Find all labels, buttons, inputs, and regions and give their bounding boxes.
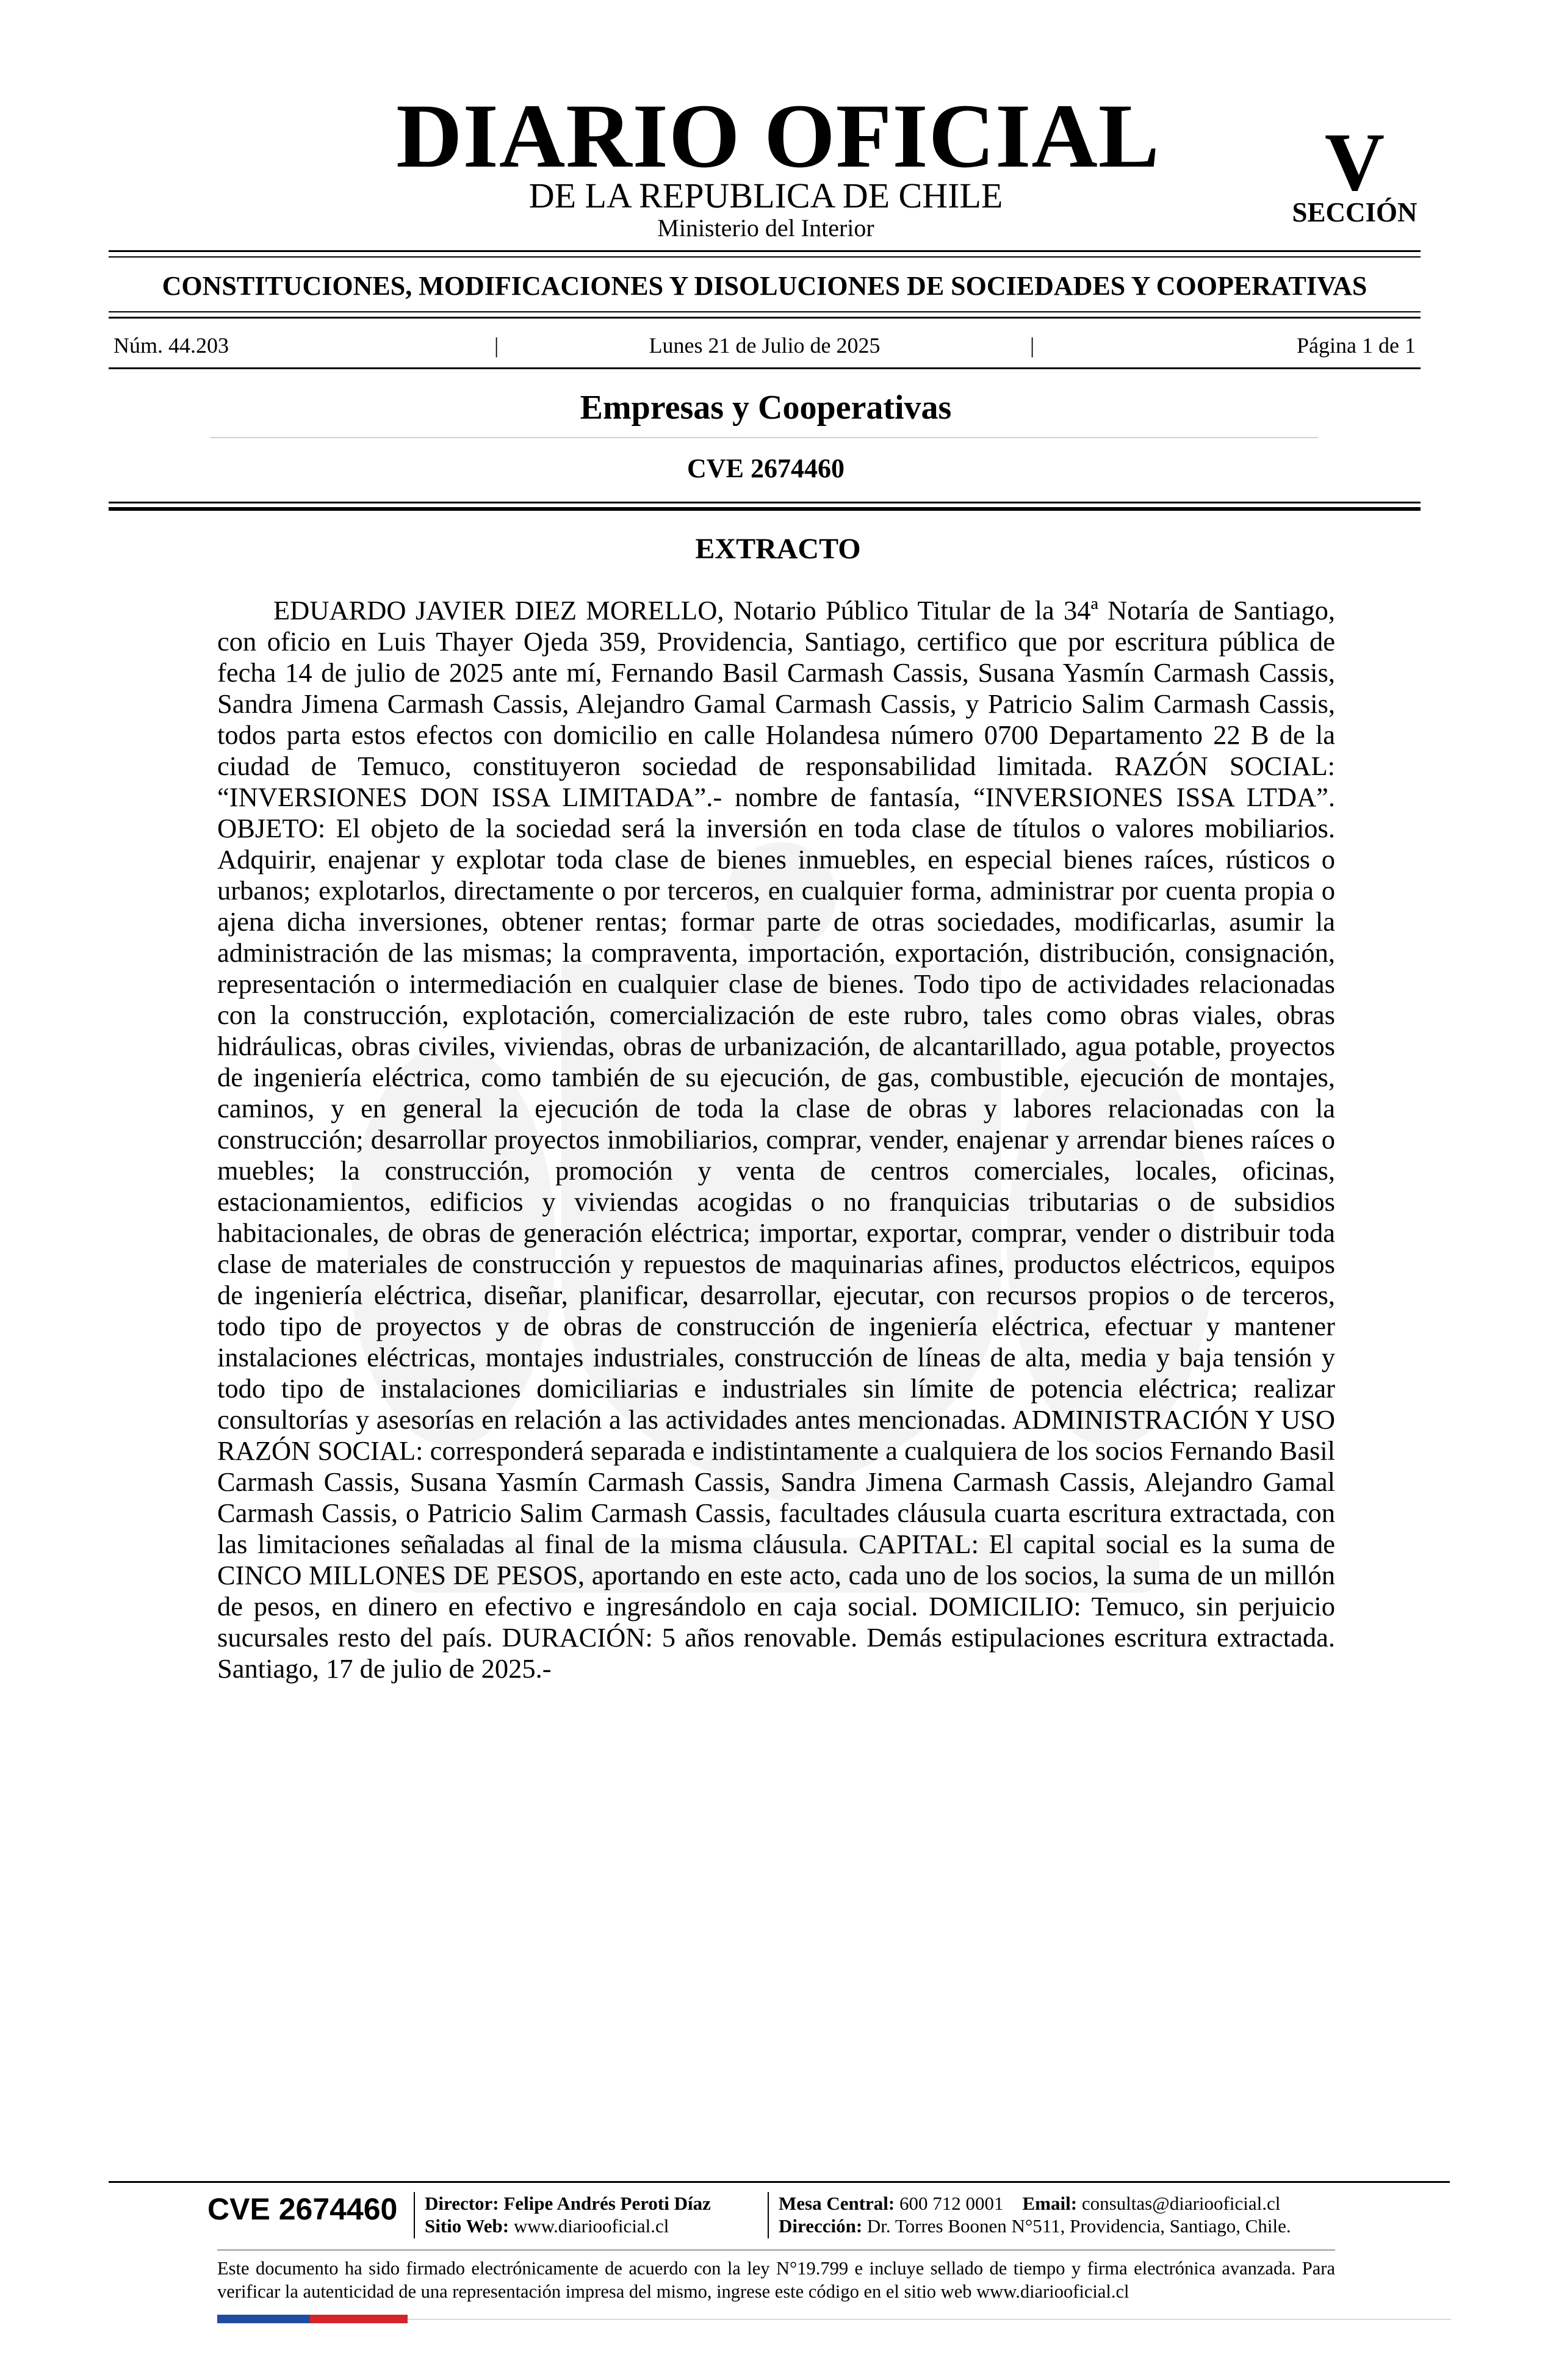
flag-bar-red — [310, 2315, 408, 2323]
email-link[interactable]: consultas@diariooficial.cl — [1081, 2193, 1281, 2214]
section-title: CONSTITUCIONES, MODIFICACIONES Y DISOLUCIONES DE SOCIEDADES Y COOPERATIVAS — [162, 271, 1367, 301]
rule-mid-1 — [109, 311, 1421, 312]
category-divider — [211, 437, 1318, 438]
phone-value: 600 712 0001 — [899, 2193, 1004, 2214]
meta-separator-1: | — [494, 333, 499, 358]
footer-separator — [217, 2249, 1335, 2251]
section-label: SECCIÓN — [1292, 197, 1417, 228]
rule-meta-bottom — [109, 367, 1421, 369]
footer-rule — [109, 2181, 1450, 2183]
rule-cve-2 — [109, 507, 1421, 511]
document-cve: CVE 2674460 — [687, 453, 845, 483]
footer-contact — [779, 2192, 1280, 2215]
document-heading: EXTRACTO — [695, 533, 861, 565]
page-count: Página 1 de 1 — [1297, 333, 1416, 358]
rule-top-1 — [109, 250, 1421, 252]
director-label: Director: — [425, 2193, 499, 2214]
flag-bar-line — [408, 2319, 1451, 2320]
rule-top-2 — [109, 256, 1421, 258]
footer-divider-1 — [414, 2192, 415, 2238]
footer-address — [779, 2215, 1291, 2237]
footer-legal-note: Este documento ha sido firmado electrónicamente de acuerdo con la ley N°19.799 e incluye sellado de tiempo y firma electrónica avanzada. Para verificar la autenticidad de una representación impresa del mismo, ingrese este código en el sitio web www.diariooficial.cl — [217, 2258, 1335, 2302]
phone-label: Mesa Central: — [779, 2193, 895, 2214]
issue-date: Lunes 21 de Julio de 2025 — [649, 333, 881, 358]
rule-mid-2 — [109, 317, 1421, 319]
masthead-subtitle: DE LA REPUBLICA DE CHILE — [528, 176, 1003, 215]
footer-cve: CVE 2674460 — [207, 2192, 398, 2226]
issue-number: Núm. 44.203 — [113, 333, 229, 358]
document-category: Empresas y Cooperativas — [580, 389, 952, 427]
email-label: Email: — [1022, 2193, 1078, 2214]
address-label: Dirección: — [779, 2215, 863, 2237]
masthead-ministry: Ministerio del Interior — [657, 214, 874, 242]
address-value: Dr. Torres Boonen N°511, Providencia, Santiago, Chile. — [866, 2215, 1291, 2237]
section-letter: V — [1324, 117, 1385, 208]
footer-director — [425, 2192, 711, 2215]
masthead-title: DIARIO OFICIAL — [396, 85, 1160, 187]
footer-divider-2 — [768, 2192, 769, 2238]
issue-meta-row — [109, 333, 1421, 358]
extract-body: EDUARDO JAVIER DIEZ MORELLO, Notario Público Titular de la 34ª Notaría de Santiago, con oficio en Luis Thayer Ojeda 359, Providencia, Santiago, certifico que por escritura pública de fecha 14 de julio de 2025 ante mí, Fernando Basil Carmash Cassis, Susana Yasmín Carmash Cassis, Sandra Jimena Carmash Cassis, Alejandro Gamal Carmash Cassis, y Patricio Salim Carmash Cassis, todos parta estos efectos con domicilio en calle Holandesa número 0700 Departamento 22 B de la ciudad de Temuco, constituyeron sociedad de responsabilidad limitada. RAZÓN SOCIAL: “INVERSIONES DON ISSA LIMITADA”.- nombre de fantasía, “INVERSIONES ISSA LTDA”. OBJETO: El objeto de la sociedad será la inversión en toda clase de títulos o valores mobiliarios. Adquirir, enajenar y explotar toda clase de bienes inmuebles, en especial bienes raíces, rústicos o urbanos; explotarlos, directamente o por terceros, en cualquier forma, administrar por cuenta propia o ajena dicha inversiones, obtener rentas; formar parte de otras sociedades, modificarlas, asumir la administración de las mismas; la compraventa, importación, exportación, distribución, consignación, representación o intermediación en cualquier clase de bienes. Todo tipo de actividades relacionadas con la construcción, explotación, comercialización de este rubro, tales como obras viales, obras hidráulicas, obras civiles, viviendas, obras de urbanización, de alcantarillado, agua potable, proyectos de ingeniería eléctrica, como también de su ejecución, de gas, combustible, ejecución de montajes, caminos, y en general la ejecución de toda la clase de obras y labores relacionadas con la construcción; desarrollar proyectos inmobiliarios, comprar, vender, enajenar y arrendar bienes raíces o muebles; la construcción, promoción y venta de centros comerciales, locales, oficinas, estacionamientos, edificios y viviendas acogidas o no franquicias tributarias o de subsidios habitacionales, de obras de generación eléctrica; importar, exportar, comprar, vender o distribuir toda clase de materiales de construcción y repuestos de maquinarias afines, productos eléctricos, equipos de ingeniería eléctrica, diseñar, planificar, desarrollar, ejecutar, con recursos propios o de terceros, todo tipo de proyectos y de obras de construcción de ingeniería eléctrica, efectuar y mantener instalaciones eléctricas, montajes industriales, construcción de líneas de alta, media y baja tensión y todo tipo de instalaciones domiciliarias e industriales sin límite de potencia eléctrica; realizar consultorías y asesorías en relación a las actividades antes mencionadas. ADMINISTRACIÓN Y USO RAZÓN SOCIAL: corresponderá separada e indistintamente a cualquiera de los socios Fernando Basil Carmash Cassis, Susana Yasmín Carmash Cassis, Sandra Jimena Carmash Cassis, Alejandro Gamal Carmash Cassis, o Patricio Salim Carmash Cassis, facultades cláusula cuarta escritura extractada, con las limitaciones señaladas al final de la misma cláusula. CAPITAL: El capital social es la suma de CINCO MILLONES DE PESOS, aportando en este acto, cada uno de los socios, la suma de un millón de pesos, en dinero en efectivo e ingresándolo en caja social. DOMICILIO: Temuco, sin perjuicio sucursales resto del país. DURACIÓN: 5 años renovable. Demás estipulaciones escritura extractada. Santiago, 17 de julio de 2025.- — [217, 595, 1335, 1684]
footer-website — [425, 2215, 669, 2237]
rule-cve-1 — [109, 502, 1421, 503]
director-name: Felipe Andrés Peroti Díaz — [503, 2193, 711, 2214]
meta-separator-2: | — [1030, 333, 1035, 358]
website-label: Sitio Web: — [425, 2215, 510, 2237]
website-link[interactable]: www.diariooficial.cl — [513, 2215, 669, 2237]
flag-bar-blue — [217, 2315, 310, 2323]
